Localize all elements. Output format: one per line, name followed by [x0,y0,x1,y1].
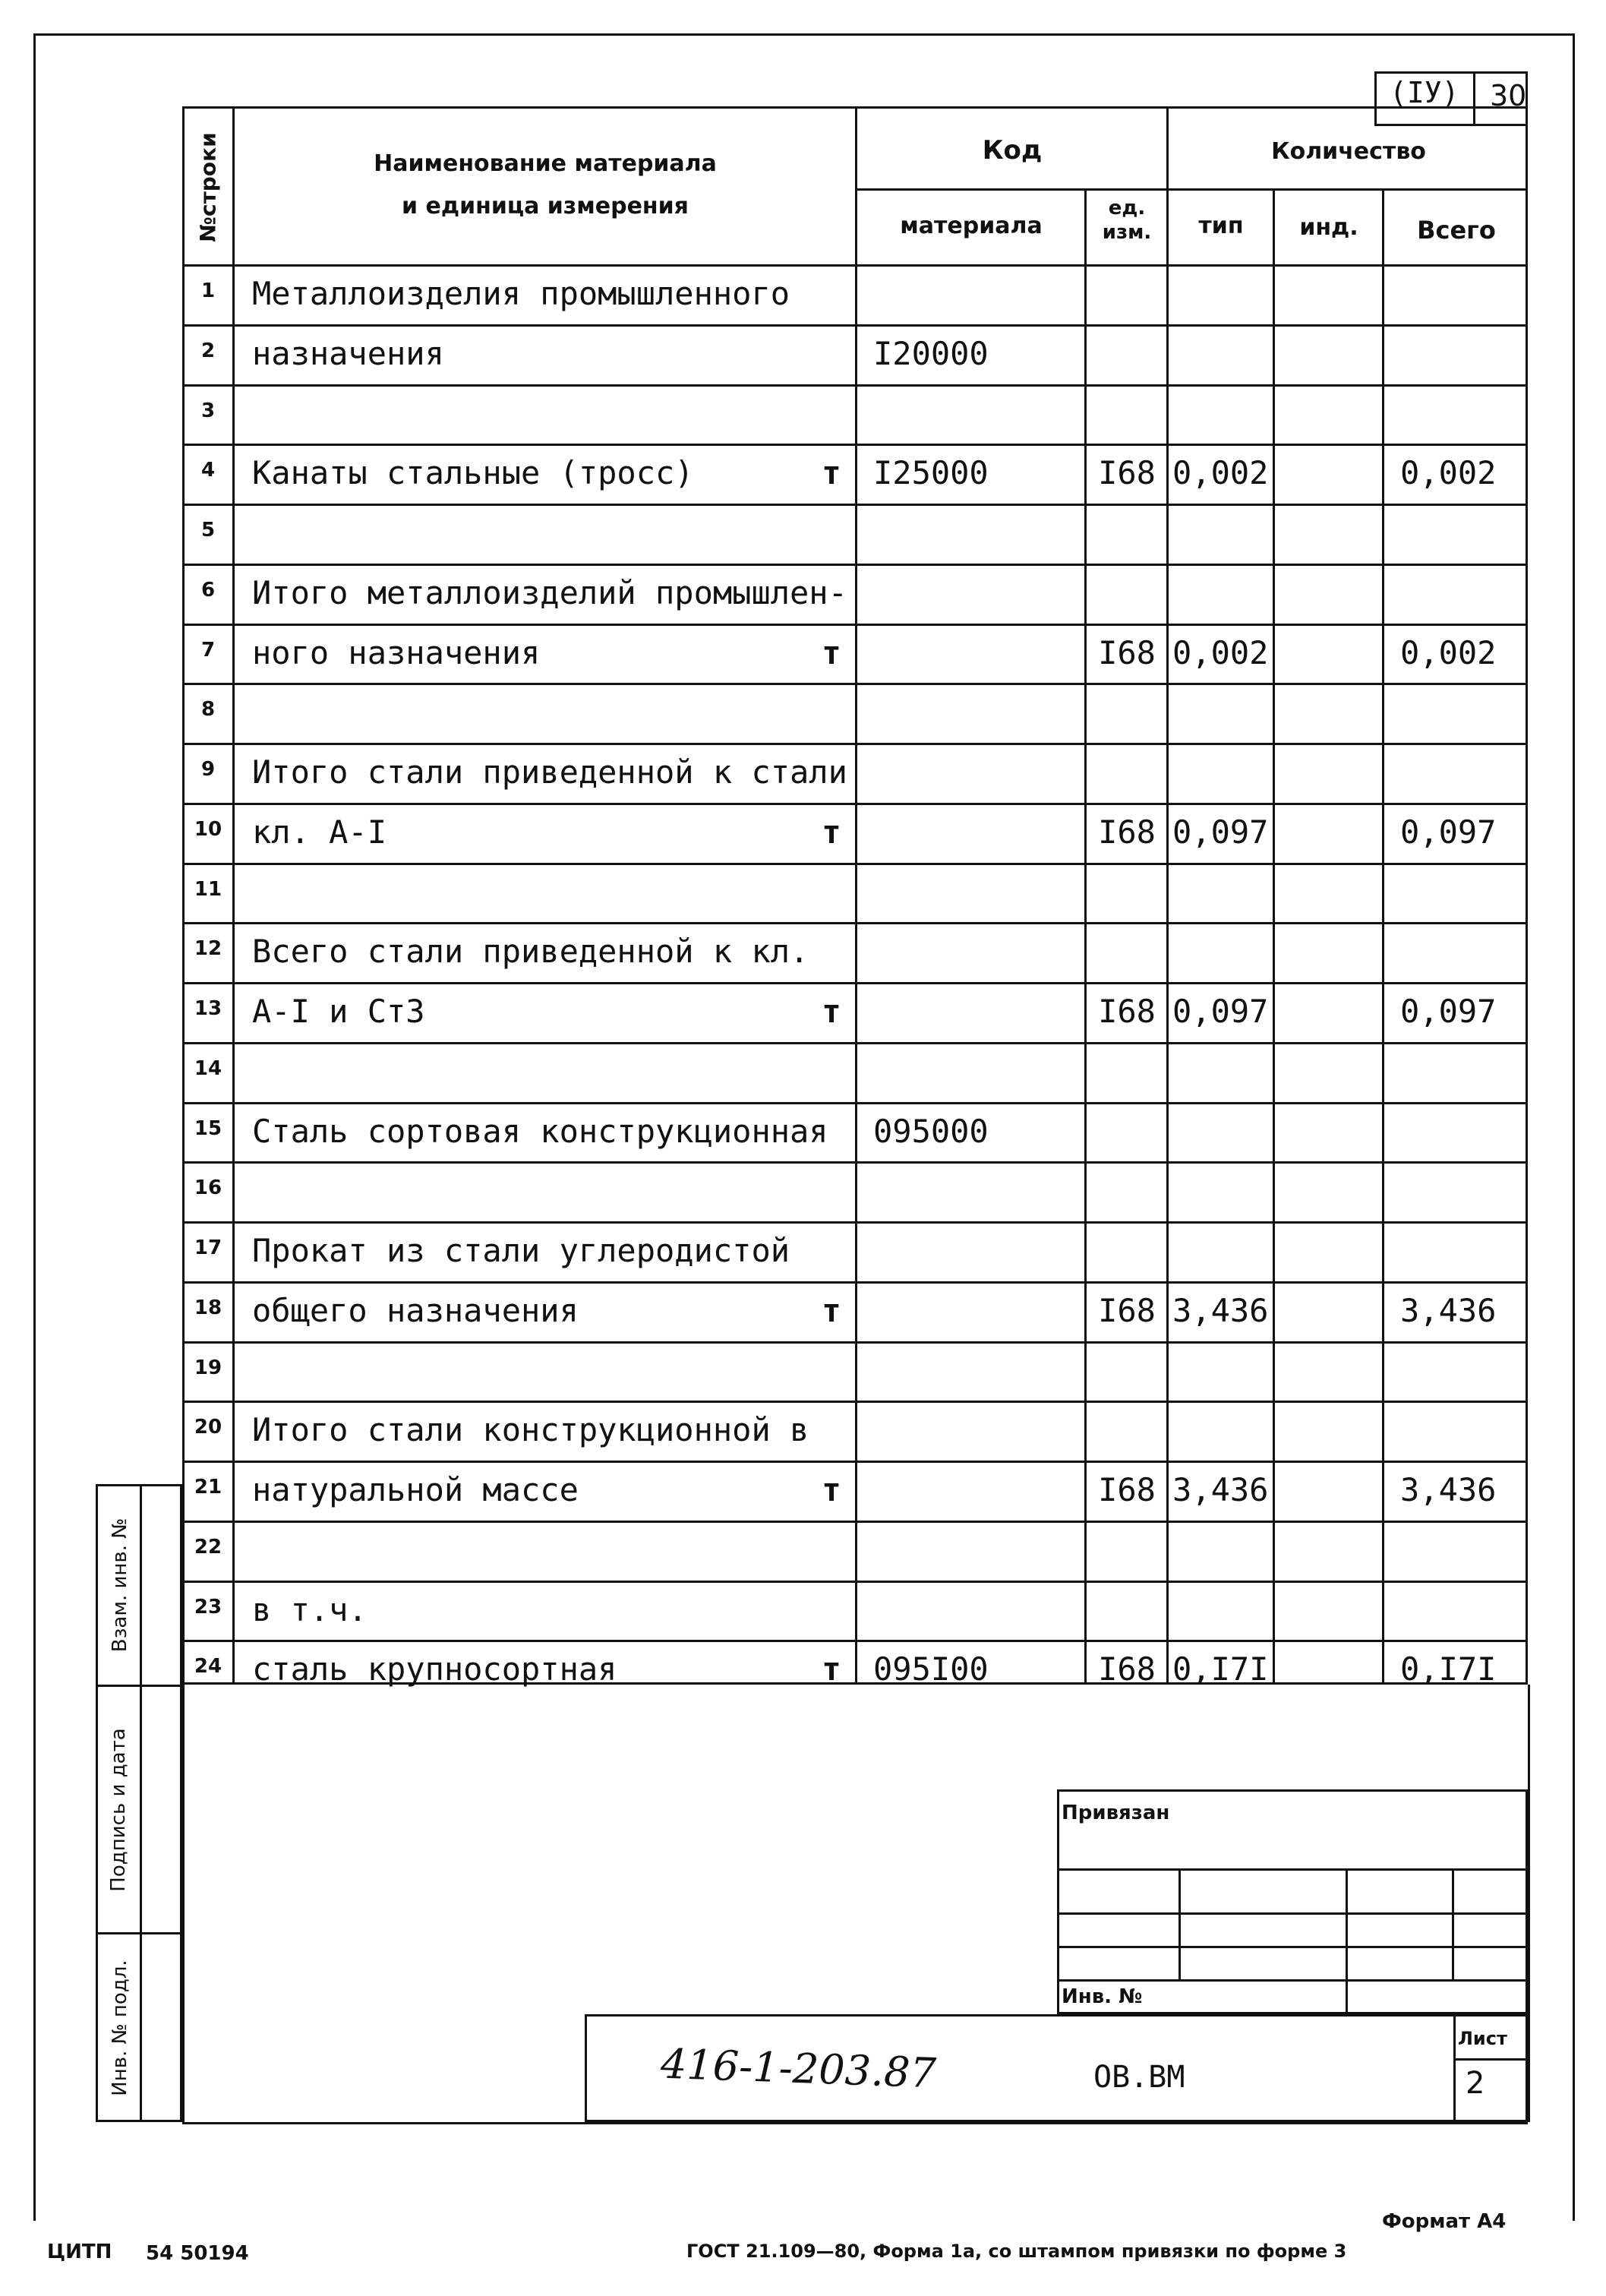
cell-unit-code: I68 [1098,633,1156,671]
cell-n: 24 [194,1655,222,1679]
cell-n: 8 [200,698,216,722]
side-label-inv-podl: Инв. № подл. [109,1960,131,2096]
cell-n: 5 [200,519,216,542]
header-qty-type: тип [1198,213,1244,239]
cell-n: 2 [200,339,216,362]
cell-name: Итого металлоизделий промышлен- [252,573,847,611]
cell-n: 21 [194,1476,222,1499]
cell-n: 15 [194,1116,222,1140]
cell-n: 6 [200,578,216,602]
sheet-number: 2 [1466,2066,1485,2101]
cell-name: Итого стали приведенной к стали [252,753,847,791]
cell-unit: т [822,454,841,492]
cell-name: Сталь сортовая конструкционная [252,1112,828,1150]
cell-name: Итого стали конструкционной в [252,1411,809,1449]
cell-code: I25000 [873,454,989,492]
header-qty-group: Количество [1271,138,1426,165]
cell-total: 0,002 [1400,454,1497,492]
cell-unit-code: I68 [1098,1291,1156,1329]
cell-total: 3,436 [1400,1471,1497,1508]
cell-name: ного назначения [252,633,541,671]
cell-unit-code: I68 [1098,1471,1156,1508]
cell-n: 10 [194,817,222,841]
cell-typ: 3,436 [1172,1291,1269,1329]
cell-typ: 0,097 [1172,993,1269,1030]
cell-unit-code: I68 [1098,454,1156,492]
cell-unit: т [822,993,841,1030]
cell-name: кл. А-I [252,813,387,851]
side-label-podpis: Подпись и дата [107,1728,130,1892]
cell-name: сталь крупносортная [252,1650,617,1688]
cell-total: 0,097 [1400,813,1497,851]
footer-format: Формат А4 [1382,2210,1507,2233]
cell-n: 19 [194,1356,222,1379]
cell-n: 13 [194,997,222,1020]
cell-n: 1 [200,279,216,302]
cell-n: 3 [200,399,216,422]
header-qty-total: Всего [1417,216,1496,245]
cell-unit-code: I68 [1098,813,1156,851]
page-number: 30 [1490,79,1527,112]
cell-typ: 0,002 [1172,454,1269,492]
cell-n: 17 [194,1236,222,1259]
cell-n: 16 [194,1176,222,1200]
cell-name: в т.ч. [252,1590,368,1628]
header-code-unit: ед. изм. [1102,197,1152,244]
cell-unit: т [822,1291,841,1329]
cell-n: 11 [194,877,222,901]
header-name-line2: и единица измерения [402,193,689,219]
cell-n: 12 [194,937,222,961]
cell-unit-code: I68 [1098,993,1156,1030]
cell-n: 20 [194,1416,222,1439]
cell-typ: 0,097 [1172,813,1269,851]
cell-total: 3,436 [1400,1291,1497,1329]
cell-unit: т [822,1650,841,1688]
cell-n: 18 [194,1296,222,1319]
cell-name: натуральной массе [252,1471,579,1508]
corner-code: (IУ) [1390,76,1459,109]
footer-gost: ГОСТ 21.109—80, Форма 1а, со штампом привязки по форме 3 [686,2241,1347,2262]
cell-n: 7 [200,638,216,662]
doc-number: 416-1-203.87 [660,2039,937,2098]
header-code-group: Код [982,135,1043,166]
cell-total: 0,097 [1400,993,1497,1030]
doc-mark: ОВ.ВМ [1093,2060,1185,2095]
cell-n: 22 [194,1535,222,1559]
cell-total: 0,I7I [1400,1650,1497,1688]
cell-typ: 0,002 [1172,633,1269,671]
cell-n: 23 [194,1595,222,1619]
cell-unit: т [822,1471,841,1508]
cell-name: общего назначения [252,1291,579,1329]
privyazan-label: Привязан [1062,1802,1170,1824]
inv-no-label: Инв. № [1062,1985,1143,2008]
cell-typ: 0,I7I [1172,1650,1269,1688]
cell-unit: т [822,813,841,851]
header-name-line1: Наименование материала [374,150,717,177]
side-label-vzam-inv: Взам. инв. № [109,1518,131,1653]
header-code-material: материала [900,213,1043,239]
cell-n: 4 [200,459,216,482]
cell-code: I20000 [873,334,989,372]
footer-org: ЦИТП [47,2241,112,2263]
cell-code: 095000 [873,1112,989,1150]
cell-n: 14 [194,1056,222,1080]
cell-unit-code: I68 [1098,1650,1156,1688]
sheet-label: Лист [1458,2028,1507,2049]
cell-name: Металлоизделия промышленного [252,275,790,312]
cell-unit: т [822,633,841,671]
footer-code: 54 50194 [146,2242,249,2265]
cell-name: А-I и Ст3 [252,993,425,1030]
cell-typ: 3,436 [1172,1471,1269,1508]
cell-total: 0,002 [1400,633,1497,671]
cell-name: назначения [252,334,444,372]
cell-name: Канаты стальные (тросс) [252,454,694,492]
cell-name: Прокат из стали углеродистой [252,1232,790,1269]
cell-name: Всего стали приведенной к кл. [252,933,809,971]
header-qty-ind: инд. [1299,214,1358,241]
header-row-no: №строки [195,132,221,242]
cell-code: 095I00 [873,1650,989,1688]
cell-n: 9 [200,758,216,781]
